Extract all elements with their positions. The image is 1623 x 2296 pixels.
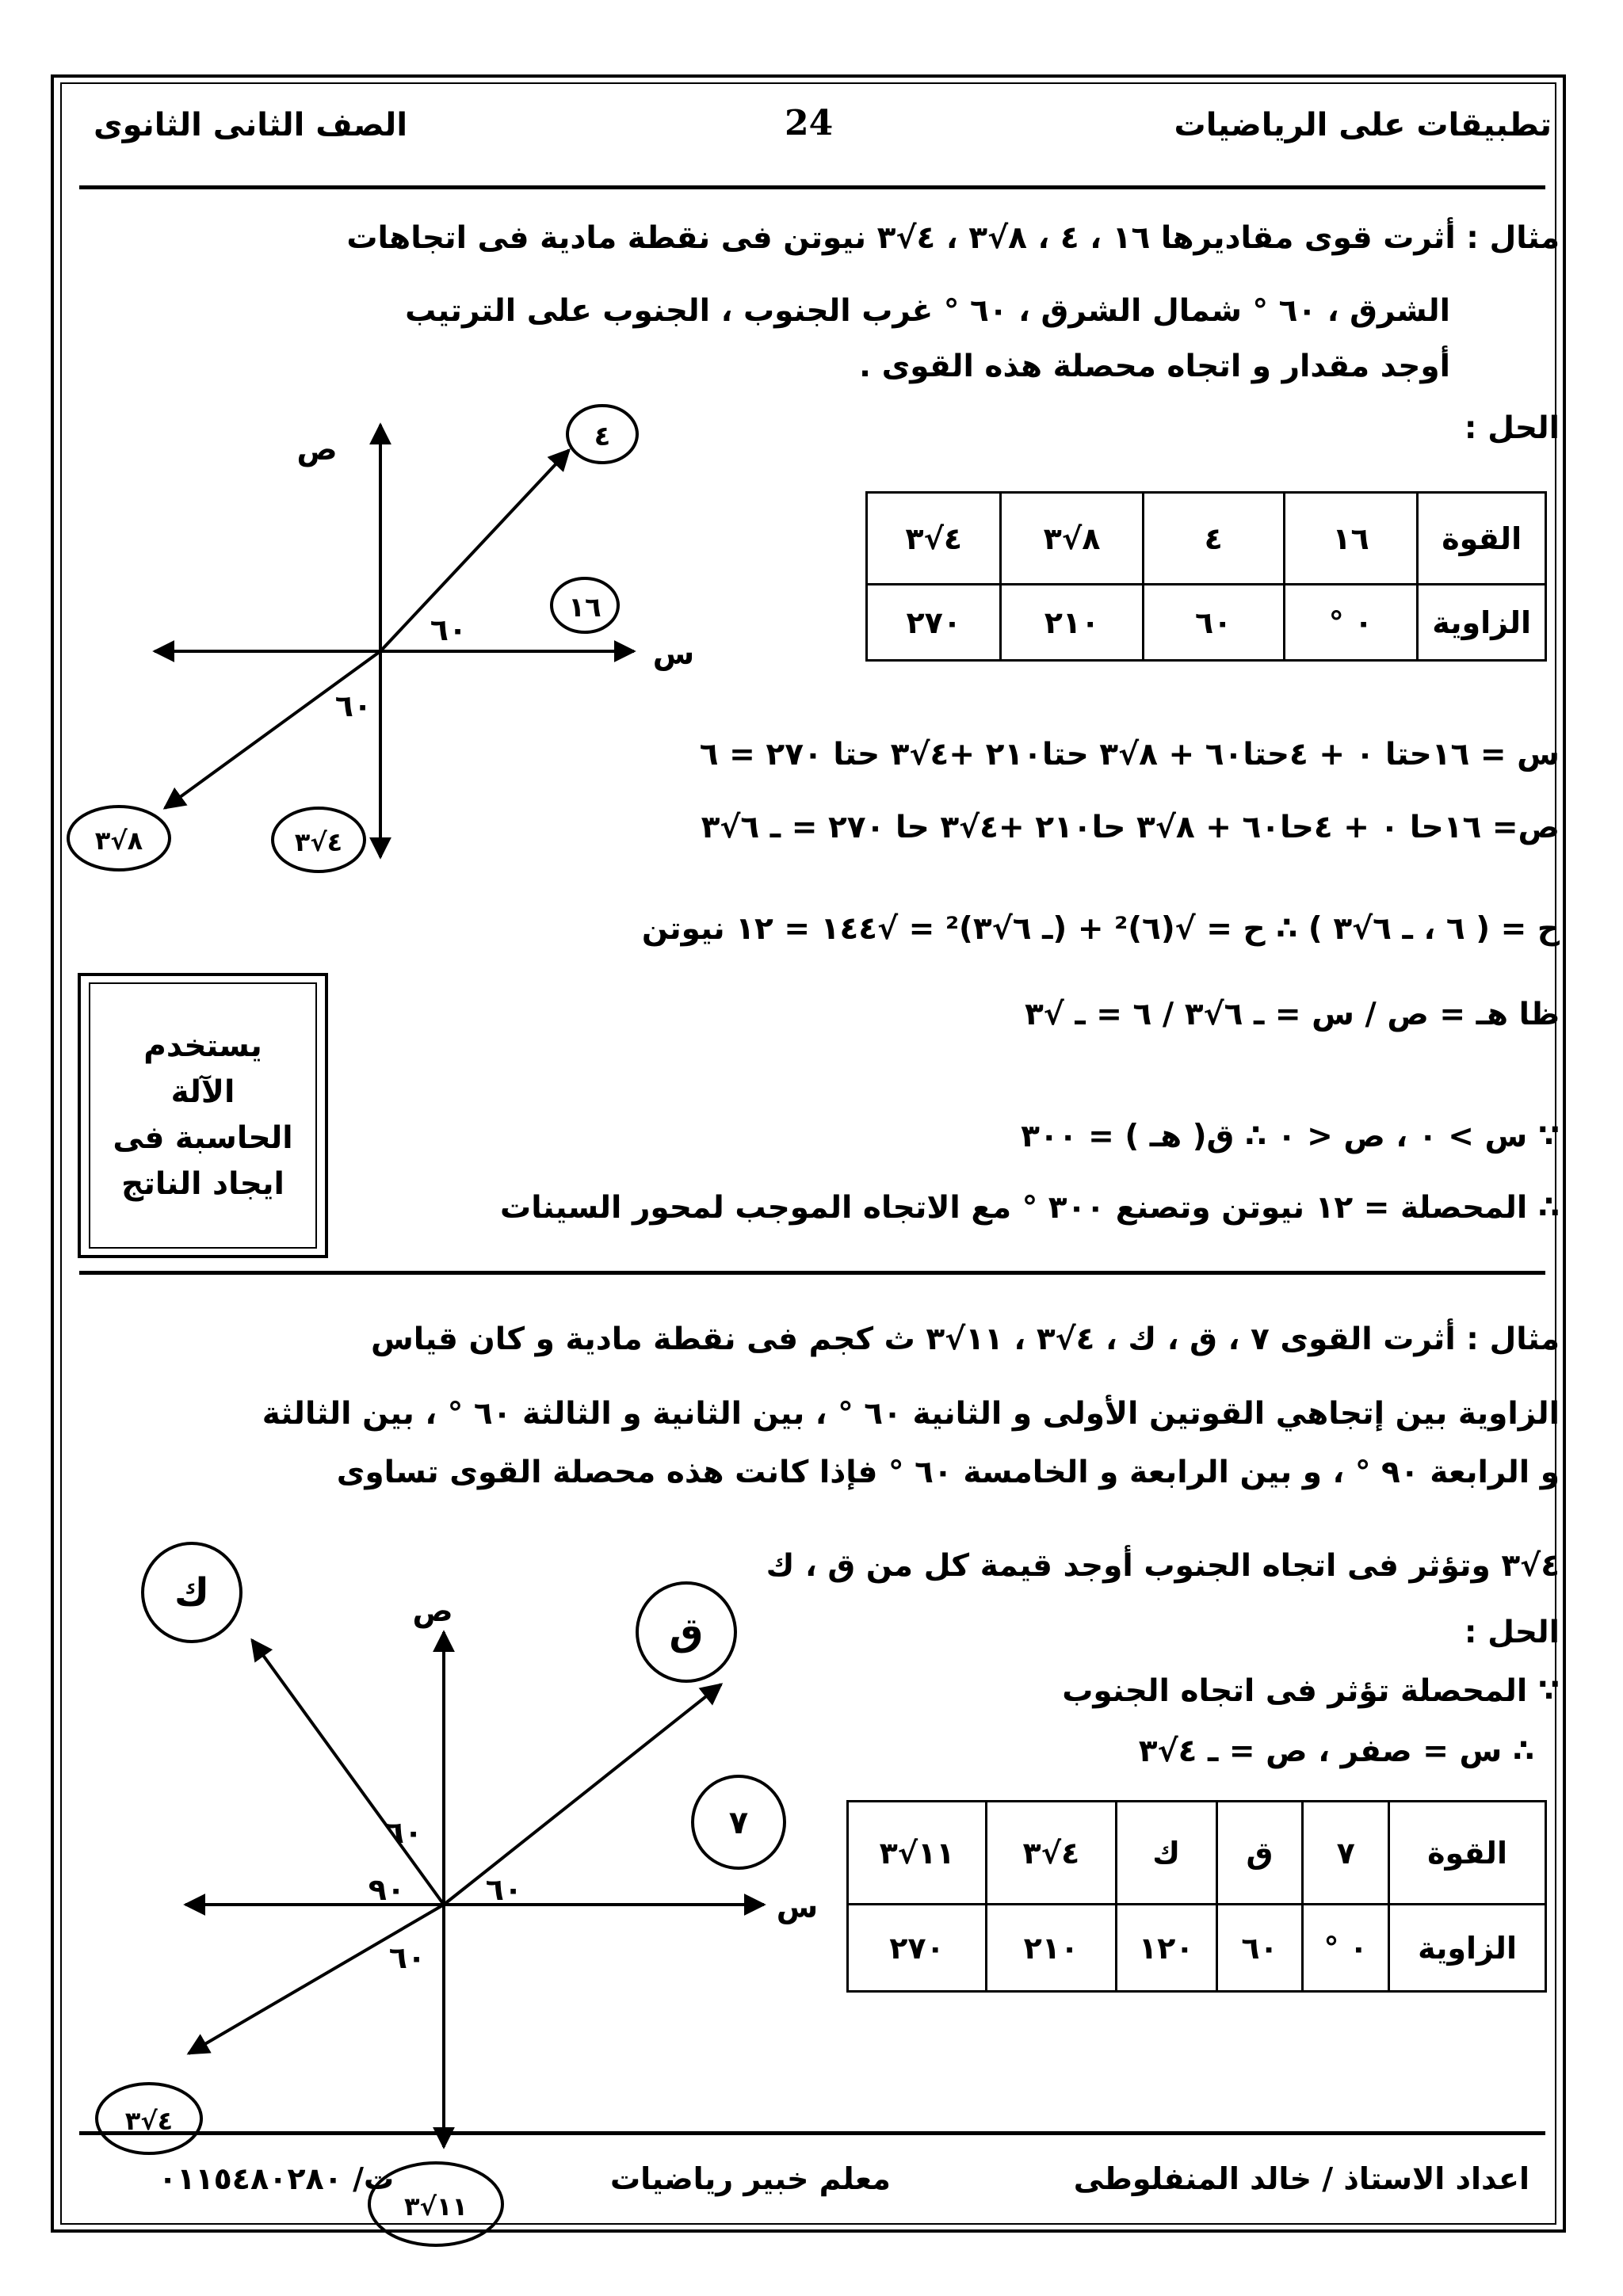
page-number: 24 [785, 103, 834, 143]
force-vector-4 [380, 450, 569, 651]
example1-line2: الشرق ، ٦٠ ° شمال الشرق ، ٦٠ ° غرب الجنوب ، الجنوب على الترتيب [405, 293, 1450, 329]
table-row-label: القوة [1418, 493, 1546, 585]
force-label-4: ٤ [594, 421, 611, 452]
example2-given-components: ∴ س = صفر ، ص = ـ ٤√٣ [1138, 1733, 1534, 1769]
force-vector-8root3 [165, 651, 380, 808]
example2-solution-label: الحل : [1464, 1615, 1560, 1650]
table-row-label: الزاوية [1418, 585, 1546, 661]
note-line: الآلة [170, 1074, 235, 1110]
table-cell: ٤√٣ [987, 1802, 1117, 1905]
force-label-q: ق [669, 1610, 704, 1654]
footer-phone: ت/ ٠١١٥٤٨٠٢٨٠ [158, 2161, 395, 2196]
force-label-4root3: ٤√٣ [124, 2106, 174, 2136]
y-axis-label: ص [296, 432, 338, 467]
x-axis-label: س [776, 1890, 819, 1924]
equation-y-component: ص= ١٦حا ٠ + ٤حا٦٠ + ٨√٣ حا٢١٠ +٤√٣ حا ٢٧٠ = ـ ٦√٣ [701, 810, 1560, 845]
equation-x-component: س = ١٦حتا ٠ + ٤حتا٦٠ + ٨√٣ حتا٢١٠ +٤√٣ حتا ٢٧٠ = ٦ [699, 737, 1560, 772]
example1-line1: مثال : أثرت قوى مقاديرها ١٦ ، ٤ ، ٨√٣ ، ٤√٣ نيوتن فى نقطة مادية فى اتجاهات [346, 220, 1560, 256]
footer-author: اعداد الاستاذ / خالد المنفلوطى [1073, 2161, 1529, 2196]
example1-solution-label: الحل : [1464, 410, 1560, 446]
example1-force-diagram [68, 406, 637, 871]
force-label-11root3: ١١√٣ [404, 2191, 468, 2222]
force-label-8root3: ٨√٣ [94, 826, 143, 856]
example2-line2: الزاوية بين إتجاهي القوتين الأولى و الثانية ٦٠ ° ، بين الثانية و الثالثة ٦٠ ° ، بين الثالثة [262, 1396, 1560, 1432]
table-cell: ٦٠ [1216, 1905, 1303, 1992]
angle-label: ٦٠ [385, 1815, 423, 1850]
equation-resultant: ح = ( ٦ ، ـ ٦√٣ ) ∴ ح = √(٦)² + (ـ ٦√٣)² = √١٤٤ = ١٢ نيوتن [641, 911, 1560, 947]
force-label-16: ١٦ [568, 592, 601, 624]
table-cell: ١٢٠ [1116, 1905, 1216, 1992]
note-line: الحاسبة فى [113, 1120, 293, 1156]
table-cell: ٧ [1303, 1802, 1389, 1905]
table-row-label: الزاوية [1389, 1905, 1546, 1992]
table-cell: ٠ ° [1303, 1905, 1389, 1992]
table-cell: ٨√٣ [1001, 493, 1143, 585]
example2-line3: و الرابعة ٩٠ ° ، و بين الرابعة و الخامسة ٦٠ ° فإذا كانت هذه محصلة القوى تساوى [336, 1455, 1560, 1490]
note-line: ايجاد الناتج [121, 1166, 285, 1202]
table-cell: ك [1116, 1802, 1216, 1905]
book-title: تطبيقات على الرياضيات [1174, 107, 1552, 143]
x-axis-label: س [652, 636, 695, 671]
table-cell: ٢٧٠ [848, 1905, 987, 1992]
angle-label: ٩٠ [368, 1872, 406, 1907]
angle-label: ٦٠ [388, 1940, 426, 1975]
table-cell: ٢١٠ [987, 1905, 1117, 1992]
force-vector-4root3 [189, 1905, 444, 2054]
table-cell: ١١√٣ [848, 1802, 987, 1905]
angle-label: ٦٠ [430, 612, 468, 647]
force-label-k: ك [174, 1570, 209, 1615]
angle-label: ٦٠ [485, 1872, 523, 1907]
example2-line1: مثال : أثرت القوى ٧ ، ق ، ك ، ٤√٣ ، ١١√٣ ث كجم فى نقطة مادية و كان قياس [370, 1322, 1560, 1357]
table-cell: ٤√٣ [867, 493, 1001, 585]
force-label-7: ٧ [728, 1805, 749, 1841]
table-cell: ٤ [1143, 493, 1284, 585]
grade-label: الصف الثانى الثانوى [94, 107, 408, 143]
example1-line3: أوجد مقدار و اتجاه محصلة هذه القوى . [859, 349, 1450, 384]
force-label-4root3: ٤√٣ [294, 827, 343, 857]
table-cell: ٢٧٠ [867, 585, 1001, 661]
footer-role: معلم خبير رياضيات [610, 2161, 891, 2196]
note-line: يستخدم [143, 1028, 262, 1064]
example2-given-direction: ∵ المحصلة تؤثر فى اتجاه الجنوب [1062, 1673, 1560, 1709]
example2-line4: ٤√٣ وتؤثر فى اتجاه الجنوب أوجد قيمة كل من ق ، ك [766, 1548, 1560, 1584]
table-cell: ق [1216, 1802, 1303, 1905]
table-cell: ٠ ° [1284, 585, 1418, 661]
y-axis-label: ص [412, 1593, 453, 1628]
table-cell: ٢١٠ [1001, 585, 1143, 661]
table-cell: ٦٠ [1143, 585, 1284, 661]
example1-result: ∴ المحصلة = ١٢ نيوتن وتصنع ٣٠٠ ° مع الاتجاه الموجب لمحور السينات [500, 1190, 1560, 1226]
table-cell: ١٦ [1284, 493, 1418, 585]
force-vector-k [252, 1640, 444, 1905]
equation-angle-quadrant: ∵ س > ٠ ، ص < ٠ ∴ ق( هـ ) = ٣٠٠ [1021, 1119, 1560, 1154]
equation-tangent: ظا هـ = ص / س = ـ ٦√٣ / ٦ = ـ √٣ [1024, 997, 1560, 1032]
table-row-label: القوة [1389, 1802, 1546, 1905]
angle-label: ٦٠ [334, 688, 372, 723]
